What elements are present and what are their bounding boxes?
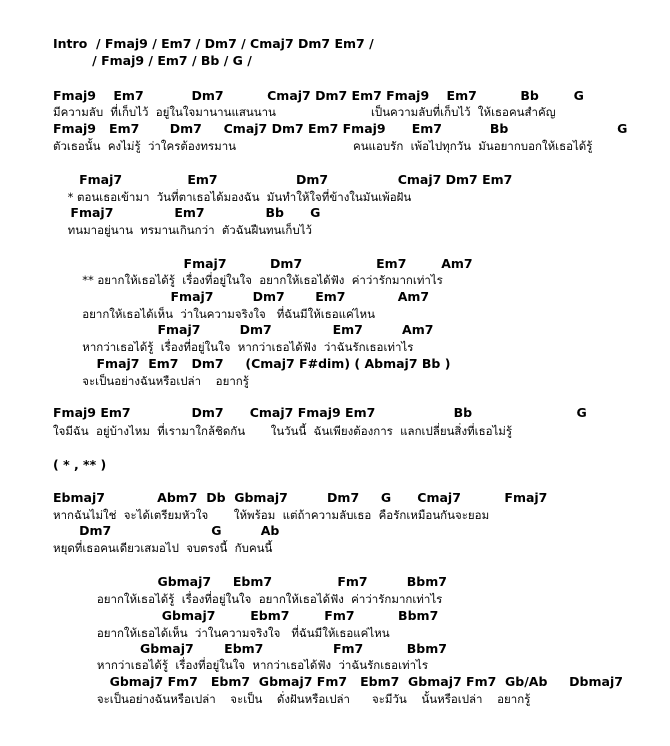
chord-line: Fmaj7 Em7 Dm7 (Cmaj7 F#dim) ( Abmaj7 Bb ) (53, 356, 451, 371)
lyric-line: หากว่าเธอได้รู้ เรื่องที่อยู่ในใจ หากว่าเธอได้ฟัง ว่าฉันรักเธอเท่าไร (53, 340, 414, 354)
lyric-line: ** อยากให้เธอได้รู้ เรื่องที่อยู่ในใจ อยากให้เธอได้ฟัง ค่าว่ารักมากเท่าไร (53, 273, 443, 287)
chord-line: Gbmaj7 Fm7 Ebm7 Gbmaj7 Fm7 Ebm7 Gbmaj7 Fm7 Gb/Ab Dbmaj7 (53, 674, 623, 689)
chord-line: Intro / Fmaj9 / Em7 / Dm7 / Cmaj7 Dm7 Em7 / (53, 36, 374, 51)
chord-line: Fmaj7 Em7 Dm7 Cmaj7 Dm7 Em7 (53, 172, 513, 187)
lyric-line: * ตอนเธอเข้ามา วันที่ตาเธอได้มองฉัน มันทำให้ใจที่ข้างในมันเพ้อฝัน (53, 190, 412, 204)
chord-line: Dm7 G Ab (53, 523, 280, 538)
lyric-line: หากฉันไม่ใช่ จะได้เตรียมหัวใจ ให้พร้อม แต่ถ้าความลับเธอ คือรักเหมือนกันจะยอม (53, 508, 490, 522)
chord-line: Gbmaj7 Ebm7 Fm7 Bbm7 (53, 574, 447, 589)
lyric-line: อยากให้เธอได้รู้ เรื่องที่อยู่ในใจ อยากให้เธอได้ฟัง ค่าว่ารักมากเท่าไร (53, 592, 443, 606)
lyric-line: อยากให้เธอได้เห็น ว่าในความจริงใจ ที่ฉันมีให้เธอแค่ไหน (53, 307, 375, 321)
lyric-line: จะเป็นอย่างฉันหรือเปล่า อยากรู้ (53, 374, 249, 388)
lyric-line: มีความลับ ที่เก็บไว้ อยู่ในใจมานานแสนนาน เป็นความลับที่เก็บไว้ ให้เธอคนสำคัญ (53, 105, 556, 119)
lyric-line: อยากให้เธอได้เห็น ว่าในความจริงใจ ที่ฉันมีให้เธอแค่ไหน (53, 626, 390, 640)
chord-line: Fmaj7 Dm7 Em7 Am7 (53, 289, 430, 304)
chord-line: Fmaj7 Dm7 Em7 Am7 (53, 322, 434, 337)
lyric-line: จะเป็นอย่างฉันหรือเปล่า จะเป็น ดั่งฝันหรือเปล่า จะมีวัน นั้นหรือเปล่า อยากรู้ (53, 692, 531, 706)
chord-line: Ebmaj7 Abm7 Db Gbmaj7 Dm7 G Cmaj7 Fmaj7 (53, 490, 548, 505)
lyric-line: หยุดที่เธอคนเดียวเสมอไป จบตรงนี้ กับคนนี้ (53, 541, 273, 555)
lyric-line: ทนมาอยู่นาน ทรมานเกินกว่า ตัวฉันฝืนทนเก็บไว้ (53, 223, 312, 237)
chord-line: Gbmaj7 Ebm7 Fm7 Bbm7 (53, 608, 439, 623)
chord-line: / Fmaj9 / Em7 / Bb / G / (53, 53, 252, 68)
chord-line: Fmaj7 Em7 Bb G (53, 205, 321, 220)
lyric-line: ใจมีฉัน อยู่บ้างไหม ที่เรามาใกล้ชิดกัน ในวันนี้ ฉันเพียงต้องการ แลกเปลี่ยนสิ่งที่เธอไม่รู้ (53, 424, 513, 438)
lyric-line: ตัวเธอนั้น คงไม่รู้ ว่าใครต้องทรมาน คนแอบรัก เพ้อไปทุกวัน มันอยากบอกให้เธอได้รู้ (53, 139, 593, 153)
chord-line: Fmaj7 Dm7 Em7 Am7 (53, 256, 473, 271)
chord-line: Fmaj9 Em7 Dm7 Cmaj7 Dm7 Em7 Fmaj9 Em7 Bb G (53, 121, 628, 136)
lyric-line: หากว่าเธอได้รู้ เรื่องที่อยู่ในใจ หากว่าเธอได้ฟัง ว่าฉันรักเธอเท่าไร (53, 658, 429, 672)
chord-line: Gbmaj7 Ebm7 Fm7 Bbm7 (53, 641, 447, 656)
chord-line: Fmaj9 Em7 Dm7 Cmaj7 Fmaj9 Em7 Bb G (53, 405, 587, 420)
chord-line: ( * , ** ) (53, 457, 107, 472)
chord-line: Fmaj9 Em7 Dm7 Cmaj7 Dm7 Em7 Fmaj9 Em7 Bb G (53, 88, 584, 103)
